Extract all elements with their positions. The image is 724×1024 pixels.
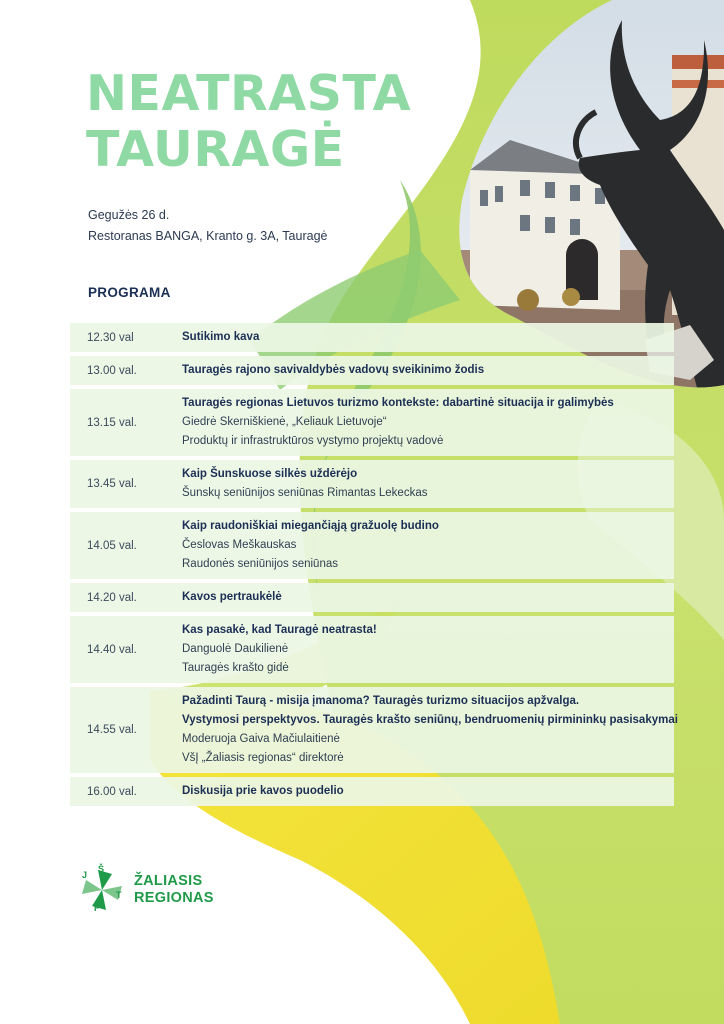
schedule-item-title: Kavos pertraukėlė: [182, 591, 282, 603]
section-title: PROGRAMA: [88, 285, 171, 300]
logo-line-2: REGIONAS: [134, 890, 214, 906]
schedule-time: 14.40 val.: [87, 643, 137, 656]
logo-text: [134, 873, 214, 907]
schedule-table: [70, 323, 678, 810]
schedule-item-detail: Moderuoja Gaiva Mačiulaitienė: [182, 733, 340, 745]
schedule-item-title: Kaip Šunskuose silkės uždėrėjo: [182, 468, 358, 480]
title-line-2: TAURAGĖ: [86, 121, 345, 178]
schedule-item-detail: Danguolė Daukilienė: [182, 643, 289, 655]
event-date: Gegužės 26 d.: [88, 208, 170, 222]
schedule-content: [182, 460, 427, 508]
schedule-item-detail: VšĮ „Žaliasis regionas“ direktorė: [182, 752, 344, 764]
schedule-item-detail: Raudonės seniūnijos seniūnas: [182, 558, 338, 570]
schedule-item-title: Sutikimo kava: [182, 331, 260, 343]
schedule-item-title: Tauragės rajono savivaldybės vadovų sveikinimo žodis: [182, 364, 485, 376]
schedule-item-title: Tauragės regionas Lietuvos turizmo kontekste: dabartinė situacija ir galimybės: [182, 397, 614, 409]
schedule-item-title: Pažadinti Taurą - misija įmanoma? Tauragės turizmo situacijos apžvalga.: [182, 695, 580, 707]
event-info: [88, 205, 327, 247]
schedule-item-detail: Česlovas Meškauskas: [182, 539, 297, 551]
schedule-row: [70, 460, 674, 508]
schedule-item-detail: Šunskų seniūnijos seniūnas Rimantas Lekeckas: [182, 487, 428, 499]
schedule-content: [182, 356, 484, 385]
schedule-content: [182, 512, 439, 579]
schedule-content: [182, 583, 282, 612]
schedule-row: [70, 356, 674, 385]
schedule-item-title: Kaip raudoniškiai miegančiąją gražuolę budino: [182, 520, 439, 532]
schedule-row: [70, 616, 674, 683]
logo-letter: J: [82, 870, 88, 880]
logo-mark: [80, 864, 124, 913]
logo-letter: Š: [98, 864, 105, 874]
schedule-time: 14.55 val.: [87, 724, 137, 736]
event-venue: Restoranas BANGA, Kranto g. 3A, Tauragė: [88, 229, 328, 243]
logo-line-1: ŽALIASIS: [134, 873, 203, 889]
schedule-content: [182, 616, 377, 683]
schedule-time: 13.00 val.: [87, 364, 137, 377]
schedule-content: [182, 777, 344, 806]
schedule-row: [70, 687, 678, 773]
schedule-row: [70, 512, 674, 579]
schedule-time: 13.45 val.: [87, 478, 137, 490]
organization-logo: [80, 864, 214, 913]
schedule-content: [182, 687, 678, 773]
schedule-content: [182, 323, 259, 352]
schedule-item-detail: Produktų ir infrastruktūros vystymo projektų vadovė: [182, 435, 444, 447]
logo-letter: P: [94, 903, 101, 913]
schedule-item-title: Kas pasakė, kad Tauragė neatrasta!: [182, 624, 377, 636]
schedule-row: [70, 583, 674, 612]
page-title: [86, 66, 411, 178]
schedule-time: 12.30 val: [87, 331, 134, 344]
schedule-row: [70, 389, 674, 456]
schedule-row: [70, 323, 674, 352]
schedule-row: [70, 777, 674, 806]
schedule-item-title: Diskusija prie kavos puodelio: [182, 785, 344, 797]
logo-letter: T: [116, 890, 122, 900]
schedule-time: 13.15 val.: [87, 416, 137, 429]
schedule-time: 14.20 val.: [87, 591, 137, 604]
schedule-item-detail: Tauragės krašto gidė: [182, 662, 289, 674]
schedule-time: 16.00 val.: [87, 785, 137, 798]
schedule-content: [182, 389, 614, 456]
schedule-item-title: Vystymosi perspektyvos. Tauragės krašto seniūnų, bendruomenių pirmininkų pasisakymai: [182, 714, 678, 726]
schedule-time: 14.05 val.: [87, 539, 137, 552]
title-line-1: NEATRASTA: [86, 65, 412, 122]
schedule-item-detail: Giedrė Skerniškienė, „Keliauk Lietuvoje“: [182, 416, 387, 428]
